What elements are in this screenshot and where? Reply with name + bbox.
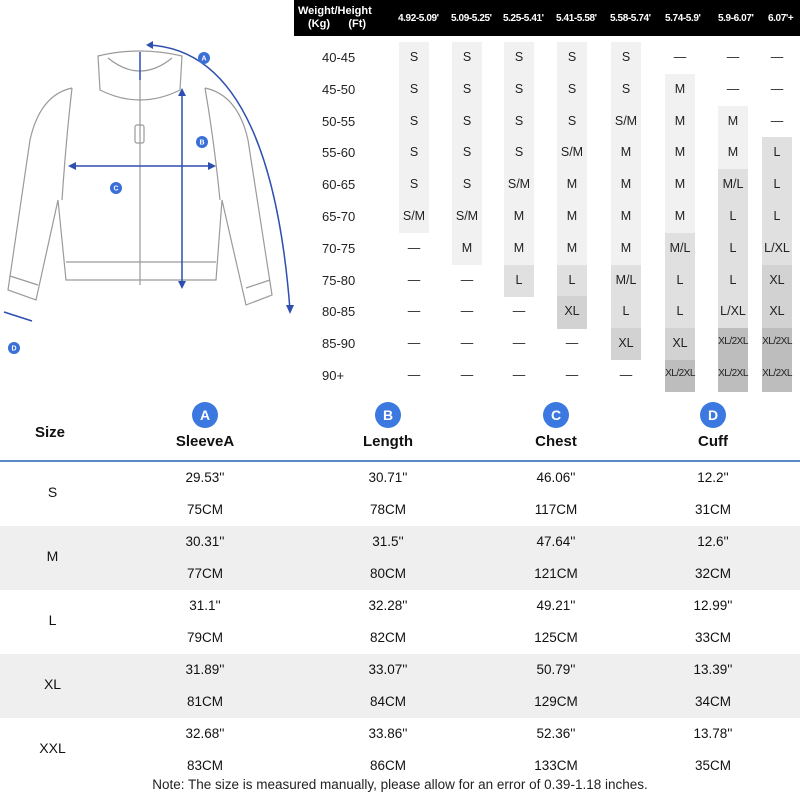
weight-row-label: 70-75 (322, 240, 356, 256)
column-title: Cuff (698, 433, 728, 450)
inch-value: 33.86'' (368, 726, 408, 741)
recommended-size-cell: L (729, 272, 737, 287)
recommended-size-cell: — (407, 272, 421, 287)
inch-value: 12.2'' (697, 470, 729, 485)
inch-value: 30.71'' (368, 470, 408, 485)
inch-value: 31.1'' (189, 598, 221, 613)
recommended-size-cell: L/XL (720, 304, 746, 319)
inch-value: 33.07'' (368, 662, 408, 677)
inch-value: 30.31'' (185, 534, 225, 549)
column-header-cuff (658, 402, 768, 450)
inch-value: 31.5'' (372, 534, 404, 549)
recommended-size-cell: — (565, 368, 579, 382)
cm-value: 32CM (694, 566, 731, 581)
recommended-size-cell: XL (672, 336, 688, 351)
recommended-size-cell: L (568, 272, 576, 287)
recommended-size-cell: — (619, 368, 633, 382)
recommended-size-cell: L (773, 145, 781, 160)
recommended-size-cell: M (513, 240, 525, 255)
recommended-size-cell: XL/2XL (665, 368, 695, 379)
recommended-size-cell: S/M (402, 209, 426, 223)
inch-value: 32.28'' (368, 598, 408, 613)
recommended-size-cell: M (620, 209, 632, 223)
recommended-size-cell: S (621, 81, 631, 96)
recommended-size-cell: S (462, 145, 472, 160)
weight-height-label: Weight/Height (298, 5, 372, 17)
table-row (0, 654, 800, 718)
recommended-size-cell: M/L (722, 177, 744, 192)
recommended-size-cell: L (729, 240, 737, 255)
recommended-size-cell: L/XL (764, 240, 790, 255)
svg-text:A: A (201, 55, 207, 63)
recommended-size-cell: — (407, 336, 421, 351)
recommended-size-cell: S/M (614, 113, 638, 128)
recommended-size-cell: M (674, 81, 686, 96)
recommended-size-cell: XL (564, 304, 580, 319)
height-column-label: 6.07'+ (768, 13, 794, 24)
cm-value: 82CM (369, 630, 406, 645)
svg-text:B: B (199, 139, 205, 147)
inch-value: 31.89'' (185, 662, 225, 677)
recommended-size-cell: — (407, 240, 421, 255)
cm-value: 33CM (694, 630, 731, 645)
recommended-size-cell: S/M (455, 209, 479, 223)
recommended-size-cell: S (514, 81, 524, 96)
cm-value: 81CM (186, 694, 223, 709)
recommended-size-cell: M (566, 209, 578, 223)
cm-value: 117CM (534, 502, 578, 517)
recommended-size-cell: XL/2XL (718, 336, 748, 348)
recommended-size-cell: M/L (615, 272, 637, 287)
recommended-size-cell: L (729, 209, 737, 223)
inch-value: 12.99'' (693, 598, 733, 613)
column-header-length (333, 402, 443, 450)
cm-value: 80CM (369, 566, 406, 581)
recommended-size-cell: M (566, 177, 578, 192)
inch-value: 13.78'' (693, 726, 733, 741)
recommended-size-cell: S (462, 81, 472, 96)
inch-value: 29.53'' (185, 470, 225, 485)
column-header-sleeve (150, 402, 260, 450)
cm-value: 75CM (186, 502, 223, 517)
recommended-size-cell: M (620, 240, 632, 255)
measurement-note: Note: The size is measured manually, please allow for an error of 0.39-1.18 inches. (152, 777, 648, 792)
recommended-size-cell: S (567, 50, 577, 64)
cm-value: 86CM (369, 758, 406, 773)
cm-value: 121CM (534, 566, 578, 581)
badge-a-icon: A (192, 402, 218, 428)
recommended-size-cell: — (726, 81, 740, 96)
recommendation-header (294, 0, 800, 36)
svg-text:D: D (11, 345, 17, 353)
table-row (0, 718, 800, 782)
cm-value: 78CM (369, 502, 406, 517)
inch-value: 12.6'' (697, 534, 729, 549)
recommended-size-cell: S (462, 113, 472, 128)
recommended-size-cell: L (515, 272, 523, 287)
cm-value: 79CM (186, 630, 223, 645)
recommended-size-cell: M (727, 145, 739, 160)
recommended-size-cell: M (674, 209, 686, 223)
recommended-size-cell: M/L (669, 240, 691, 255)
recommended-size-cell: M (674, 113, 686, 128)
recommended-size-cell: S (514, 113, 524, 128)
jacket-diagram (0, 30, 300, 370)
size-column-header: Size (35, 424, 66, 441)
recommended-size-cell: XL/2XL (762, 368, 792, 379)
height-column-label: 5.9-6.07' (718, 13, 754, 24)
badge-b-icon: B (375, 402, 401, 428)
weight-row-label: 60-65 (322, 177, 356, 193)
recommended-size-cell: S (514, 50, 524, 64)
recommended-size-cell: — (726, 50, 740, 64)
size-label: L (48, 612, 57, 628)
table-row (0, 462, 800, 526)
recommended-size-cell: — (512, 304, 526, 319)
height-column-label: 5.25-5.41' (503, 13, 544, 24)
recommended-size-cell: M (620, 145, 632, 160)
recommended-size-cell: — (512, 336, 526, 351)
size-label: XL (43, 676, 62, 692)
recommended-size-cell: XL (769, 272, 785, 287)
recommended-size-cell: S (409, 113, 419, 128)
inch-value: 13.39'' (693, 662, 733, 677)
weight-row-label: 40-45 (322, 50, 356, 65)
recommended-size-cell: M (461, 240, 473, 255)
recommended-size-cell: L (773, 209, 781, 223)
svg-text:C: C (113, 185, 119, 193)
recommended-size-cell: S (621, 50, 631, 64)
inch-value: 52.36'' (536, 726, 576, 741)
height-column-label: 5.41-5.58' (556, 13, 597, 24)
recommended-size-cell: S (462, 177, 472, 192)
weight-row-label: 80-85 (322, 304, 356, 320)
recommended-size-cell: — (512, 368, 526, 382)
weight-row-label: 75-80 (322, 272, 356, 288)
marker-d-icon (8, 342, 20, 354)
marker-a-icon (198, 52, 210, 64)
recommended-size-cell: — (460, 336, 474, 351)
cm-value: 31CM (694, 502, 731, 517)
recommended-size-cell: — (460, 272, 474, 287)
cm-value: 34CM (694, 694, 731, 709)
size-label: M (46, 548, 59, 564)
recommended-size-cell: S/M (507, 177, 531, 192)
recommended-size-cell: XL (618, 336, 634, 351)
table-row (0, 590, 800, 654)
recommended-size-cell: — (565, 336, 579, 351)
recommended-size-cell: S (514, 145, 524, 160)
size-label: XXL (39, 740, 66, 756)
recommended-size-cell: XL/2XL (762, 336, 792, 348)
recommended-size-cell: S (567, 81, 577, 96)
units-label: (Kg) (Ft) (308, 18, 367, 30)
recommended-size-cell: — (770, 113, 784, 128)
recommended-size-cell: M (674, 177, 686, 192)
recommended-size-cell: — (460, 368, 474, 382)
cm-value: 125CM (534, 630, 578, 645)
recommended-size-cell: L (622, 304, 630, 319)
inch-value: 47.64'' (536, 534, 576, 549)
recommended-size-cell: S (409, 50, 419, 64)
column-title: SleeveA (175, 433, 235, 450)
recommended-size-cell: S/M (560, 145, 584, 160)
height-column-label: 4.92-5.09' (398, 13, 439, 24)
recommended-size-cell: L (676, 272, 684, 287)
recommended-size-cell: S (409, 81, 419, 96)
height-column-label: 5.58-5.74' (610, 13, 651, 24)
weight-row-label: 65-70 (322, 209, 356, 224)
recommended-size-cell: — (407, 304, 421, 319)
recommended-size-cell: XL/2XL (718, 368, 748, 379)
recommended-size-cell: — (460, 304, 474, 319)
marker-b-icon (196, 136, 208, 148)
inch-value: 32.68'' (185, 726, 225, 741)
cm-value: 77CM (186, 566, 223, 581)
height-column-label: 5.09-5.25' (451, 13, 492, 24)
height-column-label: 5.74-5.9' (665, 13, 701, 24)
weight-row-label: 85-90 (322, 336, 356, 352)
weight-row-label: 50-55 (322, 113, 356, 129)
inch-value: 49.21'' (536, 598, 576, 613)
cm-value: 84CM (369, 694, 406, 709)
cm-value: 83CM (186, 758, 223, 773)
recommended-size-cell: M (566, 240, 578, 255)
recommended-size-cell: M (513, 209, 525, 223)
cm-value: 35CM (694, 758, 731, 773)
recommended-size-cell: — (673, 50, 687, 64)
recommended-size-cell: XL (769, 304, 785, 319)
recommended-size-cell: M (727, 113, 739, 128)
recommended-size-cell: M (674, 145, 686, 160)
size-label: S (47, 484, 58, 500)
marker-c-icon (110, 182, 122, 194)
inch-value: 46.06'' (536, 470, 576, 485)
recommended-size-cell: — (770, 50, 784, 64)
cm-value: 129CM (534, 694, 578, 709)
recommended-size-cell: S (462, 50, 472, 64)
recommended-size-cell: L (676, 304, 684, 319)
column-header-chest (501, 402, 611, 450)
column-title: Length (363, 433, 413, 450)
table-row (0, 526, 800, 590)
recommended-size-cell: — (770, 81, 784, 96)
recommended-size-cell: S (409, 145, 419, 160)
recommended-size-cell: — (407, 368, 421, 382)
weight-row-label: 55-60 (322, 145, 356, 161)
weight-row-label: 90+ (322, 368, 345, 383)
badge-d-icon: D (700, 402, 726, 428)
recommended-size-cell: S (409, 177, 419, 192)
inch-value: 50.79'' (536, 662, 576, 677)
recommended-size-cell: M (620, 177, 632, 192)
column-title: Chest (535, 433, 577, 450)
cm-value: 133CM (534, 758, 578, 773)
recommended-size-cell: L (773, 177, 781, 192)
recommended-size-cell: S (567, 113, 577, 128)
badge-c-icon: C (543, 402, 569, 428)
weight-row-label: 45-50 (322, 81, 356, 97)
